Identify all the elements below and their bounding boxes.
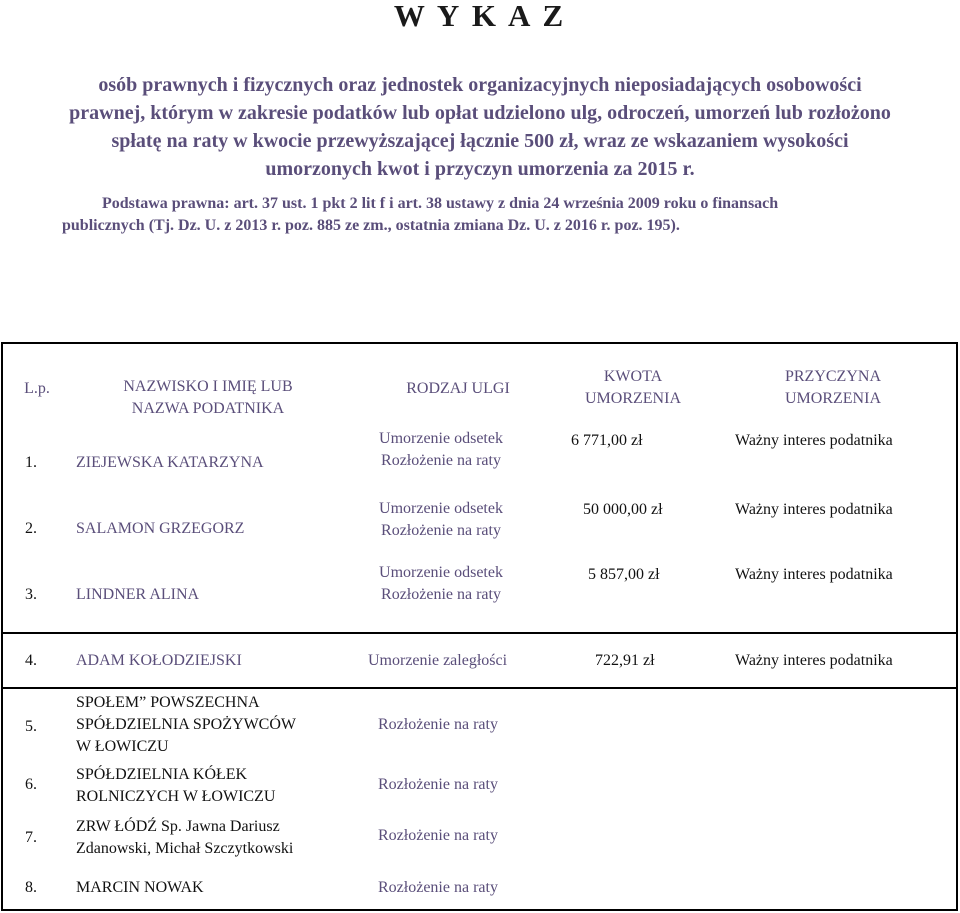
row-3-lp: 3. [25, 586, 37, 603]
table-divider [3, 687, 956, 689]
header-name-line-2: NAZWA PODATNIKA [131, 400, 285, 417]
row-5-name [76, 692, 296, 758]
row-2-reason: Ważny interes podatnika [735, 501, 893, 518]
row-2-relief [341, 498, 541, 542]
row-5-name-line-3: W ŁOWICZU [76, 738, 169, 755]
row-3-relief-line-1: Umorzenie odsetek [379, 564, 503, 581]
row-1-reason: Ważny interes podatnika [735, 432, 893, 449]
row-2-amount: 50 000,00 zł [583, 501, 663, 518]
row-4-name: ADAM KOŁODZIEJSKI [76, 652, 242, 669]
header-reason-line-2: UMORZENIA [785, 390, 881, 407]
row-5-relief: Rozłożenie na raty [378, 716, 498, 733]
row-3-amount: 5 857,00 zł [588, 566, 660, 583]
document-title: W Y K A Z [393, 0, 567, 33]
row-3-relief [341, 562, 541, 606]
row-4-relief: Umorzenie zaległości [368, 652, 508, 669]
row-7-lp: 7. [25, 829, 37, 846]
header-name [73, 376, 343, 420]
row-3-reason: Ważny interes podatnika [735, 566, 893, 583]
row-1-relief-line-1: Umorzenie odsetek [379, 430, 503, 447]
row-3-name: LINDNER ALINA [76, 586, 200, 603]
row-2-name: SALAMON GRZEGORZ [76, 520, 245, 537]
header-reason-line-1: PRZYCZYNA [784, 368, 881, 385]
row-8-lp: 8. [25, 879, 37, 896]
row-3-relief-line-2: Rozłożenie na raty [381, 586, 501, 603]
row-1-relief-line-2: Rozłożenie na raty [381, 452, 501, 469]
table-divider [3, 632, 956, 634]
row-6-name [76, 764, 275, 808]
header-amount [553, 366, 713, 410]
row-6-relief: Rozłożenie na raty [378, 776, 498, 793]
row-4-lp: 4. [25, 652, 37, 669]
legal-basis-line-1: Podstawa prawna: art. 37 ust. 1 pkt 2 lit f i art. 38 ustawy z dnia 24 września 2009 roku o finansach [102, 195, 779, 212]
row-6-name-line-2: ROLNICZYCH W ŁOWICZU [76, 788, 276, 805]
row-1-amount: 6 771,00 zł [571, 432, 643, 449]
header-name-line-1: NAZWISKO I IMIĘ LUB [123, 378, 293, 395]
row-2-relief-line-1: Umorzenie odsetek [379, 500, 503, 517]
row-7-name-line-2: Zdanowski, Michał Szczytkowski [76, 840, 294, 857]
header-reason [738, 366, 928, 410]
row-2-lp: 2. [25, 520, 37, 537]
row-6-lp: 6. [25, 776, 37, 793]
row-4-reason: Ważny interes podatnika [735, 652, 893, 669]
row-7-name [76, 816, 293, 860]
row-7-name-line-1: ZRW ŁÓDŹ Sp. Jawna Dariusz [76, 818, 280, 835]
header-amount-line-1: KWOTA [603, 368, 663, 385]
legal-basis [62, 193, 942, 237]
row-6-name-line-1: SPÓŁDZIELNIA KÓŁEK [76, 766, 248, 783]
row-1-lp: 1. [25, 454, 37, 471]
header-amount-line-2: UMORZENIA [585, 390, 681, 407]
row-8-name: MARCIN NOWAK [76, 879, 204, 896]
row-5-lp: 5. [25, 718, 37, 735]
row-1-relief [341, 428, 541, 472]
header-relief: RODZAJ ULGI [406, 380, 510, 397]
row-5-name-line-1: SPOŁEM” POWSZECHNA [76, 694, 260, 711]
document-subtitle: osób prawnych i fizycznych oraz jednostek organizacyjnych nieposiadających osobowości prawnej, którym w zakresie podatków lub opłat udzielono ulg, odroczeń, umorzeń lub rozłożono spłatę na raty w kwocie przewyższającej łącznie 500 zł, wraz ze wskazaniem wysokości umorzonych kwot i przyczyn umorzenia za 2015 r. [69, 74, 891, 180]
row-4-amount: 722,91 zł [595, 652, 655, 669]
row-5-name-line-2: SPÓŁDZIELNIA SPOŻYWCÓW [76, 716, 296, 733]
row-1-name: ZIEJEWSKA KATARZYNA [76, 454, 264, 471]
legal-basis-line-2: publicznych (Tj. Dz. U. z 2013 r. poz. 885 ze zm., ostatnia zmiana Dz. U. z 2016 r. poz. 195). [62, 217, 680, 234]
row-2-relief-line-2: Rozłożenie na raty [381, 522, 501, 539]
header-lp: L.p. [24, 380, 50, 397]
row-7-relief: Rozłożenie na raty [378, 827, 498, 844]
row-8-relief: Rozłożenie na raty [378, 879, 498, 896]
relief-table [1, 342, 958, 911]
